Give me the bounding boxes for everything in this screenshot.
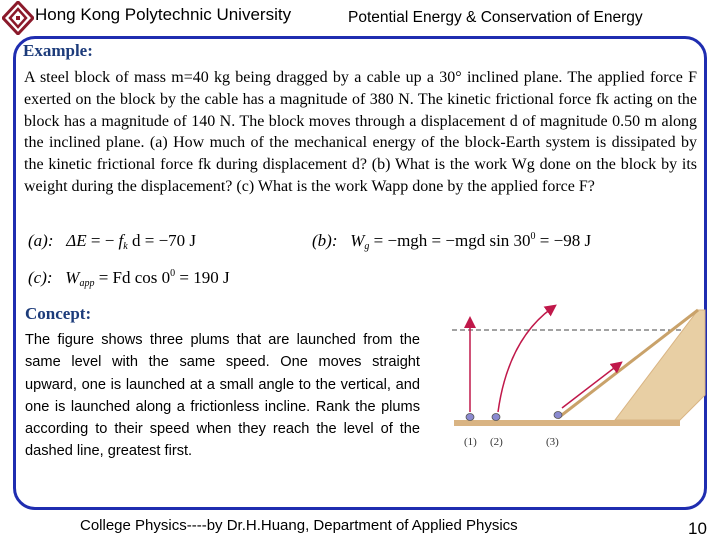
concept-line-6: reach the level of the dashed line, greatest first. <box>25 421 420 460</box>
example-line-6: during displacement d? (b) What is the work Wg done on the block by its weight during the <box>24 156 698 195</box>
concept-question-text <box>25 329 420 463</box>
university-name: Hong Kong Polytechnic University <box>35 5 292 24</box>
equation-b-w: W <box>350 231 365 250</box>
example-line-1: A steel block of mass m=40 kg being dragged by a cable up a 30° inclined plane. The applied <box>24 69 645 86</box>
example-line-3: force fk acting on the block has a magnitude of 140 N. The block moves through a <box>24 90 698 130</box>
example-line-5: mechanical energy of the block-Earth system is dissipated by the kinetic frictional force fk <box>24 134 697 174</box>
equation-b-sin: sin 30 <box>489 231 531 250</box>
equation-b-mid: = −mgh = −mgd <box>373 231 486 250</box>
concept-line-4: vertical, and one is launched along a frictionless incline. <box>25 376 420 415</box>
equation-c-w: W <box>65 268 80 287</box>
equation-a-label: (a): <box>28 231 54 250</box>
example-line-7: displacement? (c) What is the work Wapp done by the applied force F? <box>140 177 595 195</box>
polyu-logo <box>2 1 34 35</box>
plum-1 <box>466 414 474 421</box>
equation-c-mid: = Fd <box>98 268 131 287</box>
equation-c-result: = 190 J <box>179 268 230 287</box>
equation-c-label: (c): <box>28 268 53 287</box>
plum-3 <box>554 412 562 419</box>
equation-a-lhs: ΔE <box>66 231 87 250</box>
concept-line-3: straight upward, one is launched at a small angle to the <box>25 354 420 393</box>
figure-label-1: (1) <box>464 436 477 448</box>
example-heading: Example: <box>23 41 93 60</box>
example-problem-text <box>24 67 697 198</box>
plum-3-path <box>562 365 618 408</box>
equation-c-degree: 0 <box>170 268 176 279</box>
figure-label-2: (2) <box>490 436 503 448</box>
footer-credit: College Physics----by Dr.H.Huang, Department of Applied Physics <box>80 517 518 534</box>
plum-2 <box>492 414 500 421</box>
plums-figure <box>440 300 710 465</box>
equation-b-degree: 0 <box>530 231 536 242</box>
page-number: 10 <box>688 519 707 538</box>
concept-heading: Concept: <box>25 304 92 323</box>
equation-a-fsub: k <box>123 241 128 252</box>
example-line-2: force F exerted on the block by the cable has a magnitude of 380 N. The kinetic frictional <box>24 69 697 108</box>
equation-b <box>312 231 591 252</box>
figure-label-3: (3) <box>546 436 559 448</box>
equation-b-label: (b): <box>312 231 338 250</box>
equation-c-cos: cos 0 <box>134 268 171 287</box>
equation-a-mid: = − <box>90 231 115 250</box>
example-line-4: displacement d of magnitude 0.50 m along the inclined plane. (a) How much of the <box>24 112 698 152</box>
concept-line-2: the same level with the same speed. One moves <box>25 332 420 371</box>
ground-strip <box>454 420 680 426</box>
slide-topic: Potential Energy & Conservation of Energy <box>348 9 643 26</box>
equation-a-result: d = −70 J <box>131 231 197 250</box>
equation-b-wsub: g <box>364 241 370 252</box>
concept-line-1: The figure shows three plums that are launched from <box>25 332 393 348</box>
concept-line-5: Rank the plums according to their speed when they <box>25 398 420 438</box>
equation-a-f: f <box>118 231 124 250</box>
plum-2-path <box>498 308 552 412</box>
equation-c <box>28 268 230 289</box>
equation-a <box>28 231 196 252</box>
equation-c-wsub: app <box>79 278 95 289</box>
equation-b-result: = −98 J <box>539 231 592 250</box>
